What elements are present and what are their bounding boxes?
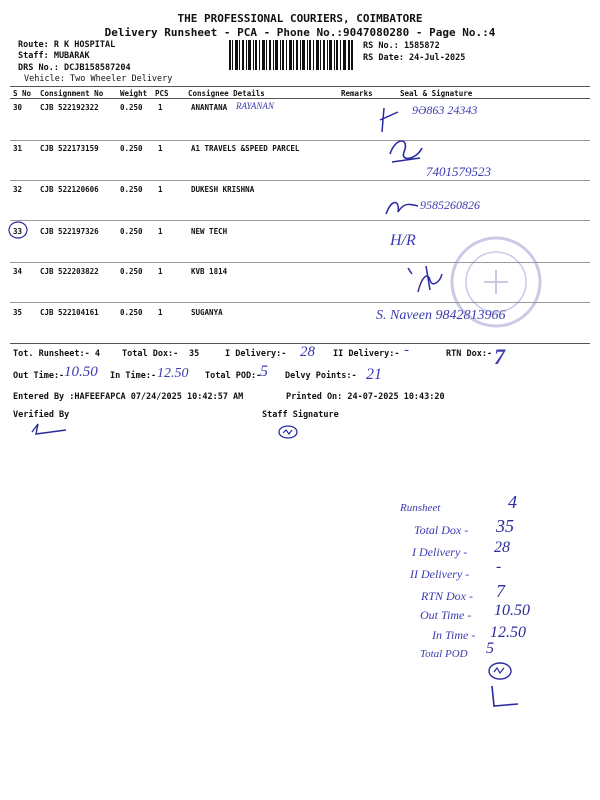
rtn-dox-label: RTN Dox:- <box>446 349 493 359</box>
col-consignment: Consignment No <box>40 89 104 98</box>
stamp-label: Runsheet <box>400 502 441 514</box>
row-sno: 30 <box>13 103 23 112</box>
col-pcs: PCS <box>155 89 169 98</box>
row-cn: CJB 522197326 <box>40 227 99 236</box>
total-dox-value: 35 <box>189 349 200 359</box>
runsheet-subtitle: Delivery Runsheet - PCA - Phone No.:9047080280 - Page No.:4 <box>104 26 496 39</box>
stamp-label: Total Dox - <box>414 523 469 537</box>
verified-by-label: Verified By <box>13 410 70 420</box>
row-signature: 7401579523 <box>426 164 491 179</box>
row-pcs: 1 <box>158 103 163 112</box>
total-dox-label: Total Dox:- <box>122 349 179 359</box>
stamp-value: 7 <box>496 581 505 601</box>
vehicle-label: Vehicle: Two Wheeler Delivery <box>24 74 173 84</box>
drs-label: DRS No.: DCJB158587204 <box>18 63 131 73</box>
barcode-icon <box>229 40 353 70</box>
row-consignee: DUKESH KRISHNA <box>191 185 255 194</box>
col-consignee: Consignee Details <box>188 89 265 98</box>
row-weight: 0.250 <box>120 103 143 112</box>
printed-on: Printed On: 24-07-2025 10:43:20 <box>286 392 445 402</box>
stamp-value: 4 <box>508 492 517 512</box>
tot-runsheet: Tot. Runsheet:- 4 <box>13 349 100 359</box>
verified-signature-mark <box>30 420 70 436</box>
row-sno: 34 <box>13 267 23 276</box>
staff-signature-mark <box>276 424 302 440</box>
row-consignee: ANANTANA <box>191 103 228 112</box>
seal-stamp-icon <box>446 232 546 332</box>
stamp-value: 28 <box>494 539 510 556</box>
row-weight: 0.250 <box>120 308 143 317</box>
staff-label: Staff: MUBARAK <box>18 51 90 61</box>
row-sno: 35 <box>13 308 23 317</box>
signature-mark <box>376 106 406 136</box>
i-delivery-hw: 28 <box>300 344 315 360</box>
row-signature: H/R <box>390 232 416 249</box>
row-handname: RAYANAN <box>236 101 274 111</box>
row-signature: 9585260826 <box>420 198 480 212</box>
row-consignee: SUGANYA <box>191 308 223 317</box>
row-weight: 0.250 <box>120 227 143 236</box>
row-pcs: 1 <box>158 267 163 276</box>
col-seal: Seal & Signature <box>400 89 473 98</box>
stamp-value: - <box>496 558 502 575</box>
rs-date-label: RS Date: 24-Jul-2025 <box>363 53 466 63</box>
row-weight: 0.250 <box>120 267 143 276</box>
row-cn: CJB 522192322 <box>40 103 99 112</box>
row-pcs: 1 <box>158 227 163 236</box>
row-weight: 0.250 <box>120 185 143 194</box>
row-pcs: 1 <box>158 144 163 153</box>
row-consignee: NEW TECH <box>191 227 228 236</box>
row-consignee: A1 TRAVELS &SPEED PARCEL <box>191 144 300 153</box>
circle-mark <box>7 219 29 241</box>
row-signature: 9Ə863 24343 <box>412 103 478 117</box>
row-cn: CJB 522120606 <box>40 185 99 194</box>
rs-no-label: RS No.: 1585872 <box>363 41 440 51</box>
delvy-points-label: Delvy Points:- <box>285 371 357 381</box>
delvy-points-hw: 21 <box>366 366 382 383</box>
stamp-label: II Delivery - <box>410 567 470 581</box>
stamp-label: I Delivery - <box>412 545 468 559</box>
stamp-label: Total POD <box>420 648 468 660</box>
ii-delivery-label: II Delivery:- <box>333 349 400 359</box>
company-title: THE PROFESSIONAL COURIERS, COIMBATORE <box>177 12 423 25</box>
row-cn: CJB 522203822 <box>40 267 99 276</box>
stamp-signature-mark <box>486 684 522 710</box>
route-label: Route: R K HOSPITAL <box>18 40 116 50</box>
i-delivery-label: I Delivery:- <box>225 349 287 359</box>
row-cn: CJB 522173159 <box>40 144 99 153</box>
col-remarks: Remarks <box>341 89 373 98</box>
stamp-label: In Time - <box>432 628 476 642</box>
stamp-value: 12.50 <box>490 624 526 641</box>
row-sno: 32 <box>13 185 23 194</box>
out-time-label: Out Time:- <box>13 371 65 381</box>
signature-mark <box>384 196 420 218</box>
row-pcs: 1 <box>158 308 163 317</box>
staff-signature-label: Staff Signature <box>262 410 339 420</box>
row-sno: 33 <box>13 227 23 236</box>
row-weight: 0.250 <box>120 144 143 153</box>
stamp-value: 5 <box>486 640 494 657</box>
stamp-label: Out Time - <box>420 608 472 622</box>
row-cn: CJB 522104161 <box>40 308 99 317</box>
stamp-value: 10.50 <box>494 602 530 619</box>
stamp-label: RTN Dox - <box>421 589 473 603</box>
ii-delivery-hw: - <box>404 342 409 358</box>
signature-mark <box>404 262 444 296</box>
row-pcs: 1 <box>158 185 163 194</box>
row-signature: S. Naveen 9842813966 <box>376 308 506 323</box>
total-pod-label: Total POD:- <box>205 371 262 381</box>
col-sno: S No <box>13 89 32 98</box>
signature-mark <box>386 134 426 170</box>
out-time-hw: 10.50 <box>64 364 98 380</box>
stamp-value: 35 <box>496 516 514 536</box>
stamp-signature-mark <box>486 660 516 682</box>
in-time-label: In Time:- <box>110 371 157 381</box>
entered-by: Entered By :HAFEEFAPCA 07/24/2025 10:42:57 AM <box>13 392 244 402</box>
row-sno: 31 <box>13 144 23 153</box>
col-weight: Weight <box>120 89 148 98</box>
total-pod-hw: 5 <box>260 363 268 380</box>
in-time-hw: 12.50 <box>157 366 189 381</box>
rtn-dox-hw: 7 <box>494 344 505 369</box>
row-consignee: KVB 1814 <box>191 267 228 276</box>
